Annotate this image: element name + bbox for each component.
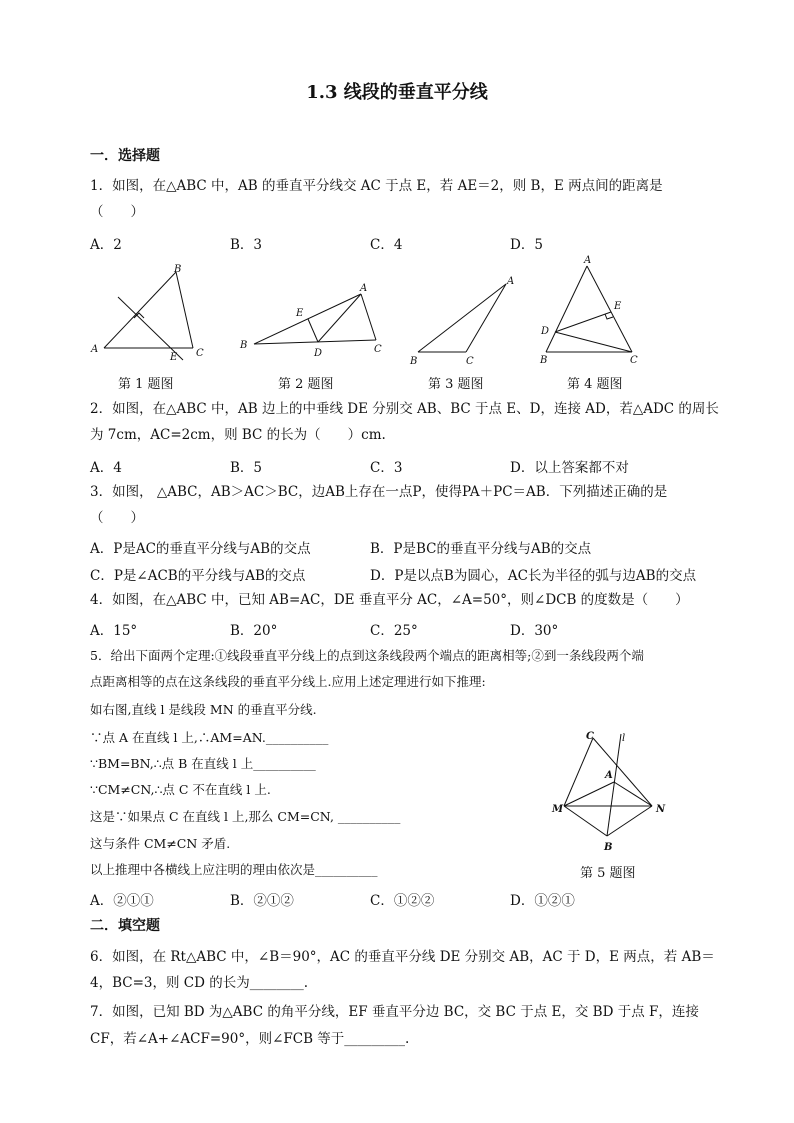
figure-5-caption: 第 5 题图 <box>580 866 636 881</box>
fig1-label-c: C <box>196 348 204 359</box>
fig5-label-l: l <box>622 733 626 744</box>
fig5-label-c: C <box>586 731 594 742</box>
fig3-label-c: C <box>466 356 474 366</box>
fig1-label-a: A <box>91 344 99 355</box>
q4-stem: 4．如图，在△ABC 中，已知 AB=AC，DE 垂直平分 AC，∠A=50°，则∠DCB 的度数是（ ） <box>90 592 689 608</box>
q2-option-c: C．3 <box>370 460 403 476</box>
q5-line5: ∵BM=BN,∴点 B 在直线 l 上__________ <box>90 756 316 771</box>
q3-answer-paren: （ ） <box>90 510 144 526</box>
figure-4-diagram <box>536 252 646 368</box>
page-title: 1.3 线段的垂直平分线 <box>306 82 488 103</box>
q5-option-d: D．①②① <box>510 893 575 909</box>
q5-option-a: A．②①① <box>90 893 154 909</box>
q2-stem-line2: 为 7cm，AC=2cm，则 BC 的长为（ ）cm. <box>90 427 386 443</box>
q1-answer-paren: （ ） <box>90 204 144 220</box>
fig1-label-b: B <box>174 264 182 275</box>
q5-line8: 这与条件 CM≠CN 矛盾. <box>90 836 231 851</box>
q6-stem-line1: 6．如图，在 Rt△ABC 中，∠B＝90°，AC 的垂直平分线 DE 分别交 AB，AC 于 D，E 两点，若 AB＝ <box>90 949 715 965</box>
q3-option-d: D．P是以点B为圆心，AC长为半径的弧与边AB的交点 <box>370 568 697 584</box>
q1-option-c: C．4 <box>370 237 403 253</box>
fig2-label-e: E <box>296 308 304 319</box>
q5-line9: 以上推理中各横线上应注明的理由依次是__________ <box>90 862 378 877</box>
fig4-label-d: D <box>541 326 550 337</box>
q7-stem-line1: 7．如图，已知 BD 为△ABC 的角平分线，EF 垂直平分边 BC，交 BC 于点 E，交 BD 于点 F，连接 <box>90 1004 699 1020</box>
fig2-label-a: A <box>360 283 368 294</box>
q5-line6: ∵CM≠CN,∴点 C 不在直线 l 上. <box>90 782 271 797</box>
fig2-label-d: D <box>314 348 323 359</box>
q5-option-c: C．①②② <box>370 893 435 909</box>
fig4-label-b: B <box>540 355 548 366</box>
q3-option-a: A．P是AC的垂直平分线与AB的交点 <box>90 541 311 557</box>
fig3-label-a: A <box>507 276 515 287</box>
fig2-label-b: B <box>240 340 248 351</box>
figure-2-caption: 第 2 题图 <box>278 377 334 392</box>
q5-option-b: B．②①② <box>230 893 294 909</box>
figure-3-diagram <box>406 270 526 366</box>
figure-1-caption: 第 1 题图 <box>118 377 174 392</box>
fig5-label-b: B <box>604 842 613 853</box>
fig4-label-c: C <box>630 355 638 366</box>
q5-stem-line2: 点距离相等的点在这条线段的垂直平分线上.应用上述定理进行如下推理: <box>90 674 486 689</box>
q3-option-b: B．P是BC的垂直平分线与AB的交点 <box>370 541 592 557</box>
fig4-label-a: A <box>584 255 592 266</box>
q1-option-a: A．2 <box>90 237 122 253</box>
figure-5-diagram <box>550 724 670 854</box>
q4-option-b: B．20° <box>230 623 278 639</box>
q1-option-d: D．5 <box>510 237 543 253</box>
q2-stem-line1: 2．如图，在△ABC 中，AB 边上的中垂线 DE 分别交 AB、BC 于点 E、D，连接 AD，若△ADC 的周长 <box>90 401 719 417</box>
fig2-label-c: C <box>374 344 382 355</box>
q4-option-c: C．25° <box>370 623 418 639</box>
fig3-label-b: B <box>410 356 418 366</box>
fig5-label-n: N <box>656 804 666 815</box>
q4-option-d: D．30° <box>510 623 559 639</box>
q6-stem-line2: 4，BC=3，则 CD 的长为________. <box>90 975 309 991</box>
figure-1-diagram <box>88 262 218 366</box>
figure-4-caption: 第 4 题图 <box>567 377 623 392</box>
q2-option-a: A．4 <box>90 460 122 476</box>
q7-stem-line2: CF，若∠A+∠ACF=90°，则∠FCB 等于_________. <box>90 1031 410 1047</box>
section-choice-heading: 一．选择题 <box>90 148 160 164</box>
q2-option-d: D．以上答案都不对 <box>510 460 629 476</box>
q2-option-b: B．5 <box>230 460 263 476</box>
q5-line7: 这是∵如果点 C 在直线 l 上,那么 CM=CN, __________ <box>90 809 401 824</box>
q5-stem-line1: 5．给出下面两个定理:①线段垂直平分线上的点到这条线段两个端点的距离相等;②到一条线段两个端 <box>90 648 644 663</box>
fig5-label-m: M <box>552 804 564 815</box>
figure-3-caption: 第 3 题图 <box>428 377 484 392</box>
q4-option-a: A．15° <box>90 623 138 639</box>
q1-option-b: B．3 <box>230 237 263 253</box>
fig5-label-a: A <box>605 770 613 781</box>
q5-line4: ∵点 A 在直线 l 上,∴AM=AN.__________ <box>90 730 329 745</box>
q3-option-c: C．P是∠ACB的平分线与AB的交点 <box>90 568 306 584</box>
fig4-label-e: E <box>614 301 622 312</box>
q3-stem: 3．如图， △ABC，AB＞AC＞BC，边AB上存在一点P，使得PA＋PC＝AB．下列描述正确的是 <box>90 484 668 500</box>
q1-stem: 1．如图，在△ABC 中，AB 的垂直平分线交 AC 于点 E，若 AE＝2，则 B，E 两点间的距离是 <box>90 178 663 194</box>
q5-line3: 如右图,直线 l 是线段 MN 的垂直平分线. <box>90 702 317 717</box>
figure-2-diagram <box>236 278 396 364</box>
section-fill-heading: 二．填空题 <box>90 918 160 934</box>
fig1-label-e: E <box>170 352 178 363</box>
